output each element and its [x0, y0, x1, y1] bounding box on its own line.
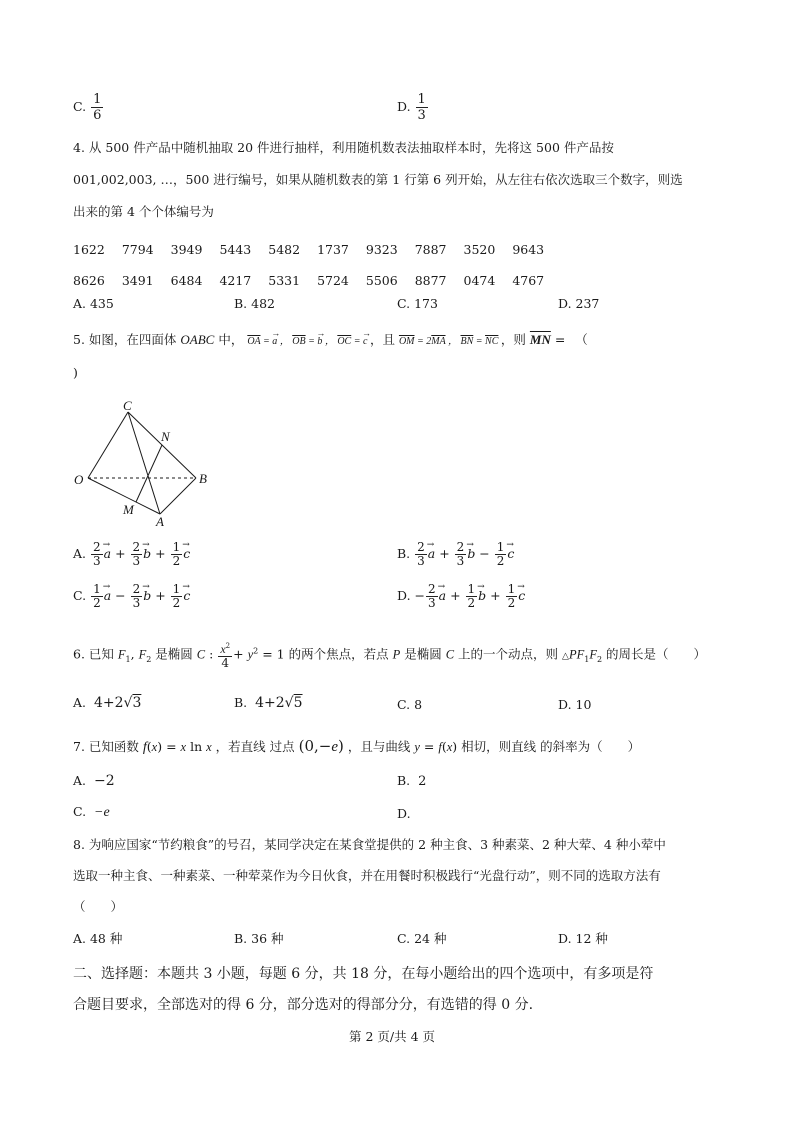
- q7-option-a: A. −2: [73, 773, 115, 789]
- q6-option-d: D. 10: [558, 697, 592, 712]
- label-n: N: [161, 429, 170, 444]
- q8-option-a: A. 48 种: [73, 931, 123, 946]
- q8-line1: 8. 为响应国家“节约粮食”的号召，某同学决定在某食堂提供的 2 种主食、3 种素菜、2 种大荤、4 种小荤中: [73, 837, 666, 852]
- vector-conditions: $\overline{OA}$ = → a ， $\overline{OB}$ = → b ， $\overline{OC}$ = → c: [247, 336, 370, 347]
- q5-stem: 5. 如图，在四面体 OABC 中， $\overline{OA}$ = → a ， $\overline{OB}$ = → b ， $\overline{OC}$ = → c ，且 $\overline{OM} = 2\overline{MA}$ ， $\overline{BN} = \overline{NC}$ ，则 $\overline{MN}$ = （: [73, 332, 588, 350]
- q3-option-d: [397, 92, 429, 123]
- q4-option-b: B. 482: [234, 296, 275, 311]
- page-footer: 第 2 页/共 4 页: [349, 1029, 436, 1044]
- q4-line2: 001,002,003, …，500 进行编号，如果从随机数表的第 1 行第 6 列开始，从左往右依次选取三个数字，则选: [73, 172, 683, 187]
- section-2-line2: 合题目要求，全部选对的得 6 分，部分选对的得部分分，有选错的得 0 分.: [73, 997, 534, 1013]
- solid-name: OABC: [180, 332, 215, 347]
- q5-paren-close: ): [73, 365, 78, 380]
- point-conditions: $\overline{OM} = 2\overline{MA}$ ， $\overline{BN} = \overline{NC}$: [398, 336, 499, 347]
- table-row: 1622 7794 3949 5443 5482 1737 9323 7887 3520 9643: [73, 242, 545, 257]
- q5-option-a: A. $\frac{2}{3}$ → a + $\frac{2}{3}$ → b + $\frac{1}{2}$ → c: [73, 541, 190, 568]
- q6-option-c: C. 8: [397, 697, 423, 712]
- fraction: $\frac{1}{3}$: [417, 92, 426, 123]
- q4-line3: 出来的第 4 个个体编号为: [73, 204, 214, 219]
- edge-oc: [88, 412, 128, 478]
- q5-option-c: C. $\frac{1}{2}$ → a − $\frac{2}{3}$ → b + $\frac{1}{2}$ → c: [73, 583, 190, 610]
- q6-option-a: A. 4+2√3: [73, 695, 142, 711]
- tetrahedron-figure: [68, 396, 218, 526]
- q5-option-b: B. $\frac{2}{3}$ → a + $\frac{2}{3}$ → b − $\frac{1}{2}$ → c: [397, 541, 514, 568]
- section-2-line1: 二、选择题：本题共 3 小题，每题 6 分，共 18 分，在每小题给出的四个选项中，有多项是符: [73, 966, 654, 982]
- fraction: $\frac{1}{6}$: [93, 92, 102, 123]
- q8-line2: 选取一种主食、一种素菜、一种荤菜作为今日伙食，并在用餐时积极践行“光盘行动”，则不同的选取方法有: [73, 868, 661, 883]
- q7-option-c: C. −e: [73, 804, 110, 820]
- q8-option-b: B. 36 种: [234, 931, 284, 946]
- q4-option-d: D. 237: [558, 296, 600, 311]
- table-row: 8626 3491 6484 4217 5331 5724 5506 8877 0474 4767: [73, 273, 545, 288]
- segment-mn: [136, 445, 162, 502]
- q4-option-a: A. 435: [73, 296, 114, 311]
- q8-option-c: C. 24 种: [397, 931, 447, 946]
- q6-stem: 6. 已知 $F_1$, $F_2$ 是椭圆 C : $\frac{x^2}{4}$ + $y^2 = 1$ 的两个焦点，若点 P 是椭圆 C 上的一个动点，则 $\triangle PF_1F_2$ 的周长是（ ）: [73, 642, 707, 670]
- q4-option-c: C. 173: [397, 296, 438, 311]
- random-number-table: [73, 234, 561, 296]
- option-label: D.: [397, 99, 411, 114]
- q3-option-c: [73, 92, 104, 123]
- edge-ab: [160, 478, 196, 514]
- q8-line3: （ ）: [73, 899, 124, 914]
- q7-option-d: D.: [397, 806, 411, 821]
- q7-stem: 7. 已知函数 f(x) = x ln x ，若直线 过点 (0,−e) ，且与曲线 y = f(x) 相切，则直线 的斜率为（ ）: [73, 737, 641, 755]
- label-m: M: [123, 502, 134, 517]
- q4-line1: 4. 从 500 件产品中随机抽取 20 件进行抽样，利用随机数表法抽取样本时，先将这 500 件产品按: [73, 140, 614, 155]
- q8-option-d: D. 12 种: [558, 931, 608, 946]
- label-c: C: [123, 398, 132, 413]
- q5-option-d: D. − $\frac{2}{3}$ → a + $\frac{1}{2}$ → b + $\frac{1}{2}$ → c: [397, 583, 525, 610]
- q6-option-b: B. 4+2√5: [234, 695, 303, 711]
- label-o: O: [74, 472, 84, 487]
- label-b: B: [199, 471, 207, 486]
- q7-option-b: B. 2: [397, 773, 427, 789]
- label-a: A: [156, 514, 164, 526]
- vector-mn: $\overline{MN}$: [529, 332, 551, 347]
- option-label: C.: [73, 99, 87, 114]
